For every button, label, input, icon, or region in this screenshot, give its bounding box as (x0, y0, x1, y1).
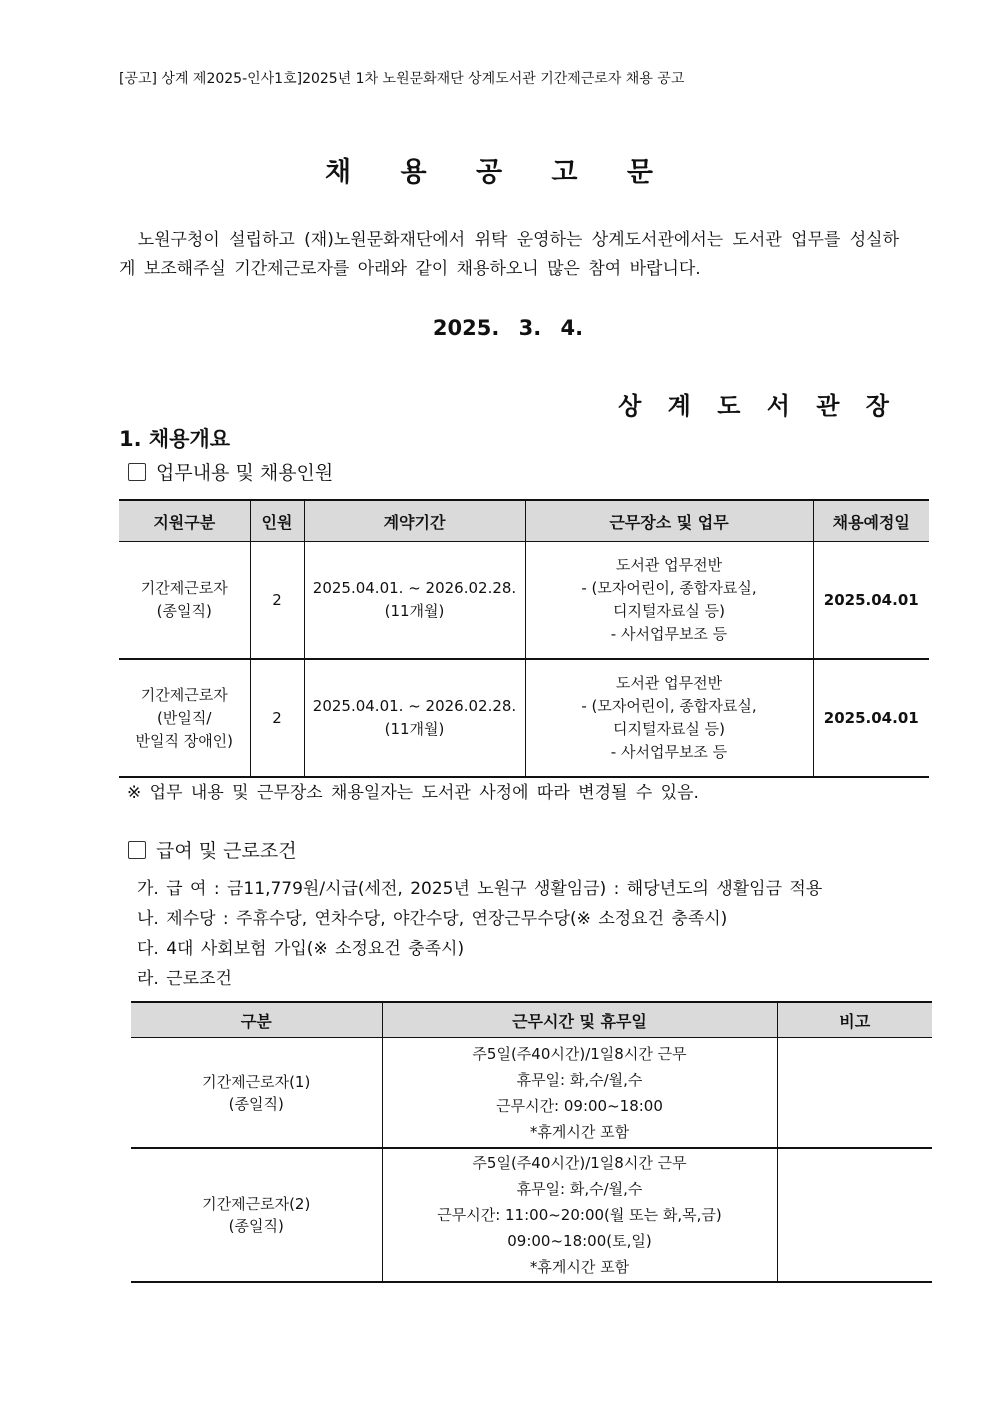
cell-line: (종일직) (228, 1217, 284, 1235)
cell-line: 도서관 업무전반 (615, 674, 723, 692)
cell-line: 휴무일: 화,수/월,수 (516, 1070, 643, 1089)
table-row (119, 659, 929, 777)
cell-line: 주5일(주40시간)/1일8시간 근무 (472, 1154, 687, 1172)
section-title: 1. 채용개요 (119, 427, 231, 451)
cell-line: 반일직 장애인) (135, 731, 234, 750)
page-title: 채 용 공 고 문 (324, 157, 667, 188)
count-cell: 2 (250, 542, 304, 660)
condition-item: 라. 근로조건 (137, 969, 232, 989)
duty-cell (525, 542, 813, 660)
duty-cell (525, 659, 813, 777)
cell-line: - 사서업무보조 등 (610, 625, 728, 643)
recruitment-table (119, 499, 929, 778)
cell-line: 도서관 업무전반 (615, 556, 723, 574)
category-cell (131, 1148, 382, 1282)
checkbox-icon (128, 841, 146, 859)
cell-line: 주5일(주40시간)/1일8시간 근무 (472, 1044, 687, 1063)
cell-line: - (모자어린이, 종합자료실, (581, 697, 757, 715)
condition-item: 다. 4대 사회보험 가입(※ 소정요건 충족시) (137, 939, 465, 959)
cell-line: 디지털자료실 등) (612, 720, 726, 738)
cell-line: 2025.04.01. ~ 2026.02.28. (312, 579, 517, 597)
table-note: ※ 업무 내용 및 근무장소 채용일자는 도서관 사정에 따라 변경될 수 있음. (127, 783, 699, 803)
notice-date: 2025. 3. 4. (432, 316, 584, 340)
header-cell: 채용예정일 (813, 500, 929, 542)
category-cell (131, 1038, 382, 1149)
header-cell: 근무시간 및 휴무일 (382, 1002, 777, 1038)
cell-line: 기간제근로자 (140, 685, 228, 704)
period-cell (304, 542, 525, 660)
cell-line: 2025.04.01. ~ 2026.02.28. (312, 697, 517, 715)
cell-line: 디지털자료실 등) (612, 602, 726, 620)
header-cell: 비고 (777, 1002, 932, 1038)
cell-line: - (모자어린이, 종합자료실, (581, 579, 757, 597)
subsection-salary (128, 836, 297, 863)
notice-reference: [공고] 상계 제2025-인사1호]2025년 1차 노원문화재단 상계도서관 기간제근로자 채용 공고 (119, 71, 685, 87)
intro-text: 노원구청이 설립하고 (재)노원문화재단에서 위탁 운영하는 상계도서관에서는 도서관 업무를 성실하게 보조해주실 기간제근로자를 아래와 같이 채용하오니 많은 참여 바랍니다. (119, 230, 899, 279)
category-cell (119, 659, 250, 777)
header-cell: 지원구분 (119, 500, 250, 542)
subsection-duties (128, 458, 333, 485)
start-date-cell: 2025.04.01 (813, 659, 929, 777)
cell-line: 근무시간: 09:00~18:00 (496, 1096, 663, 1115)
header-cell: 구분 (131, 1002, 382, 1038)
cell-line: *휴게시간 포함 (529, 1122, 630, 1141)
hours-cell (382, 1038, 777, 1149)
cell-line: 기간제근로자(1) (202, 1072, 311, 1091)
start-date-cell: 2025.04.01 (813, 542, 929, 660)
cell-line: 휴무일: 화,수/월,수 (516, 1180, 643, 1198)
table-row (131, 1038, 932, 1149)
note-cell (777, 1038, 932, 1149)
header-cell: 계약기간 (304, 500, 525, 542)
condition-item: 가. 급 여 : 금11,779원/시급(세전, 2025년 노원구 생활임금) : 해당년도의 생활임금 적용 (137, 879, 823, 899)
period-cell (304, 659, 525, 777)
signer: 상 계 도 서 관 장 (618, 392, 898, 420)
table-header-row (131, 1002, 932, 1038)
cell-line: (종일직) (228, 1094, 284, 1113)
table-row (119, 542, 929, 660)
intro-paragraph (119, 226, 899, 284)
working-conditions-table (131, 1001, 932, 1283)
checkbox-icon (128, 463, 146, 481)
category-cell (119, 542, 250, 660)
cell-line: - 사서업무보조 등 (610, 743, 728, 761)
condition-item: 나. 제수당 : 주휴수당, 연차수당, 야간수당, 연장근무수당(※ 소정요건 충족시) (137, 909, 728, 929)
header-cell: 근무장소 및 업무 (525, 500, 813, 542)
cell-line: (11개월) (384, 720, 445, 738)
cell-line: *휴게시간 포함 (529, 1258, 630, 1276)
hours-cell (382, 1148, 777, 1282)
table-header-row (119, 500, 929, 542)
cell-line: 09:00~18:00(토,일) (507, 1232, 652, 1250)
subsection-salary-label: 급여 및 근로조건 (156, 840, 297, 862)
cell-line: 근무시간: 11:00~20:00(월 또는 화,목,금) (437, 1206, 722, 1224)
subsection-duties-label: 업무내용 및 채용인원 (156, 462, 334, 484)
cell-line: 기간제근로자(2) (202, 1195, 311, 1213)
cell-line: 기간제근로자 (140, 579, 228, 597)
cell-line: (반일직/ (157, 708, 212, 727)
table-row (131, 1148, 932, 1282)
count-cell: 2 (250, 659, 304, 777)
cell-line: (종일직) (156, 602, 212, 620)
note-cell (777, 1148, 932, 1282)
header-cell: 인원 (250, 500, 304, 542)
cell-line: (11개월) (384, 602, 445, 620)
